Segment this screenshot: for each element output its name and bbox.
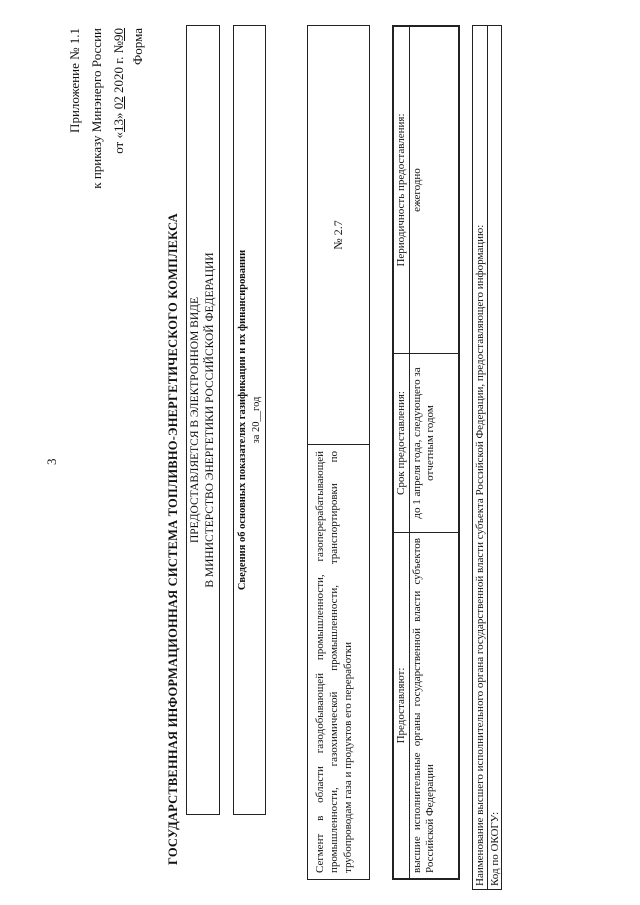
appendix-date: от «13» 02 2020 г. №90 bbox=[111, 28, 126, 154]
cell-providers: высшие исполнительные органы государственной власти субъектов Российской Федерации bbox=[410, 533, 459, 879]
electronic-line-1: ПРЕДОСТАВЛЯЕТСЯ В ЭЛЕКТРОННОМ ВИДЕ bbox=[189, 296, 201, 544]
info-title: Сведения об основных показателях газификации и их финансировании bbox=[237, 249, 248, 591]
header-deadline: Срок предоставления: bbox=[394, 354, 410, 533]
appendix-header bbox=[64, 28, 130, 189]
appendix-number: 90 bbox=[111, 28, 126, 41]
electronic-submission-box bbox=[186, 25, 220, 815]
okogu-code-label: Код по ОКОГУ: bbox=[489, 811, 501, 886]
table-row bbox=[410, 27, 459, 879]
appendix-title: Приложение № 1.1 bbox=[67, 28, 82, 133]
appendix-order: к приказу Минэнерго России bbox=[89, 28, 104, 189]
header-periodicity: Периодичность предоставления: bbox=[394, 27, 410, 354]
provision-table-box bbox=[392, 25, 460, 880]
appendix-month: 02 bbox=[111, 96, 126, 110]
form-label: Форма bbox=[130, 28, 145, 65]
info-year: за 20__год bbox=[251, 396, 262, 444]
table-header-row bbox=[394, 27, 410, 879]
document-title: ГОСУДАРСТВЕННАЯ ИНФОРМАЦИОННАЯ СИСТЕМА ТОПЛИВНО-ЭНЕРГЕТИЧЕСКОГО КОМПЛЕКСА bbox=[166, 213, 180, 865]
provision-table bbox=[393, 26, 459, 879]
page-number: 3 bbox=[44, 458, 59, 465]
info-title-box bbox=[233, 25, 266, 815]
cell-deadline: до 1 апреля года, следующего за отчетным годом bbox=[410, 354, 459, 533]
cell-periodicity: ежегодно bbox=[410, 27, 459, 354]
segment-description: Сегмент в области газодобывающей промышленности, газоперерабатывающей промышленности, газохимической промышленности, транспортировки по трубопроводам газа и продуктов его переработки bbox=[308, 444, 369, 879]
respondent-name-label: Наименование высшего исполнительного органа государственной власти субъекта Российской Федерации, предоставляющего информацию: bbox=[473, 26, 488, 889]
respondent-info-box bbox=[472, 25, 502, 890]
appendix-day: 13 bbox=[111, 119, 126, 133]
segment-number: № 2.7 bbox=[331, 220, 345, 250]
electronic-line-2: В МИНИСТЕРСТВО ЭНЕРГЕТИКИ РОССИЙСКОЙ ФЕДЕРАЦИИ bbox=[204, 252, 216, 588]
segment-box bbox=[307, 25, 370, 880]
header-providers: Предоставляют: bbox=[394, 533, 410, 879]
